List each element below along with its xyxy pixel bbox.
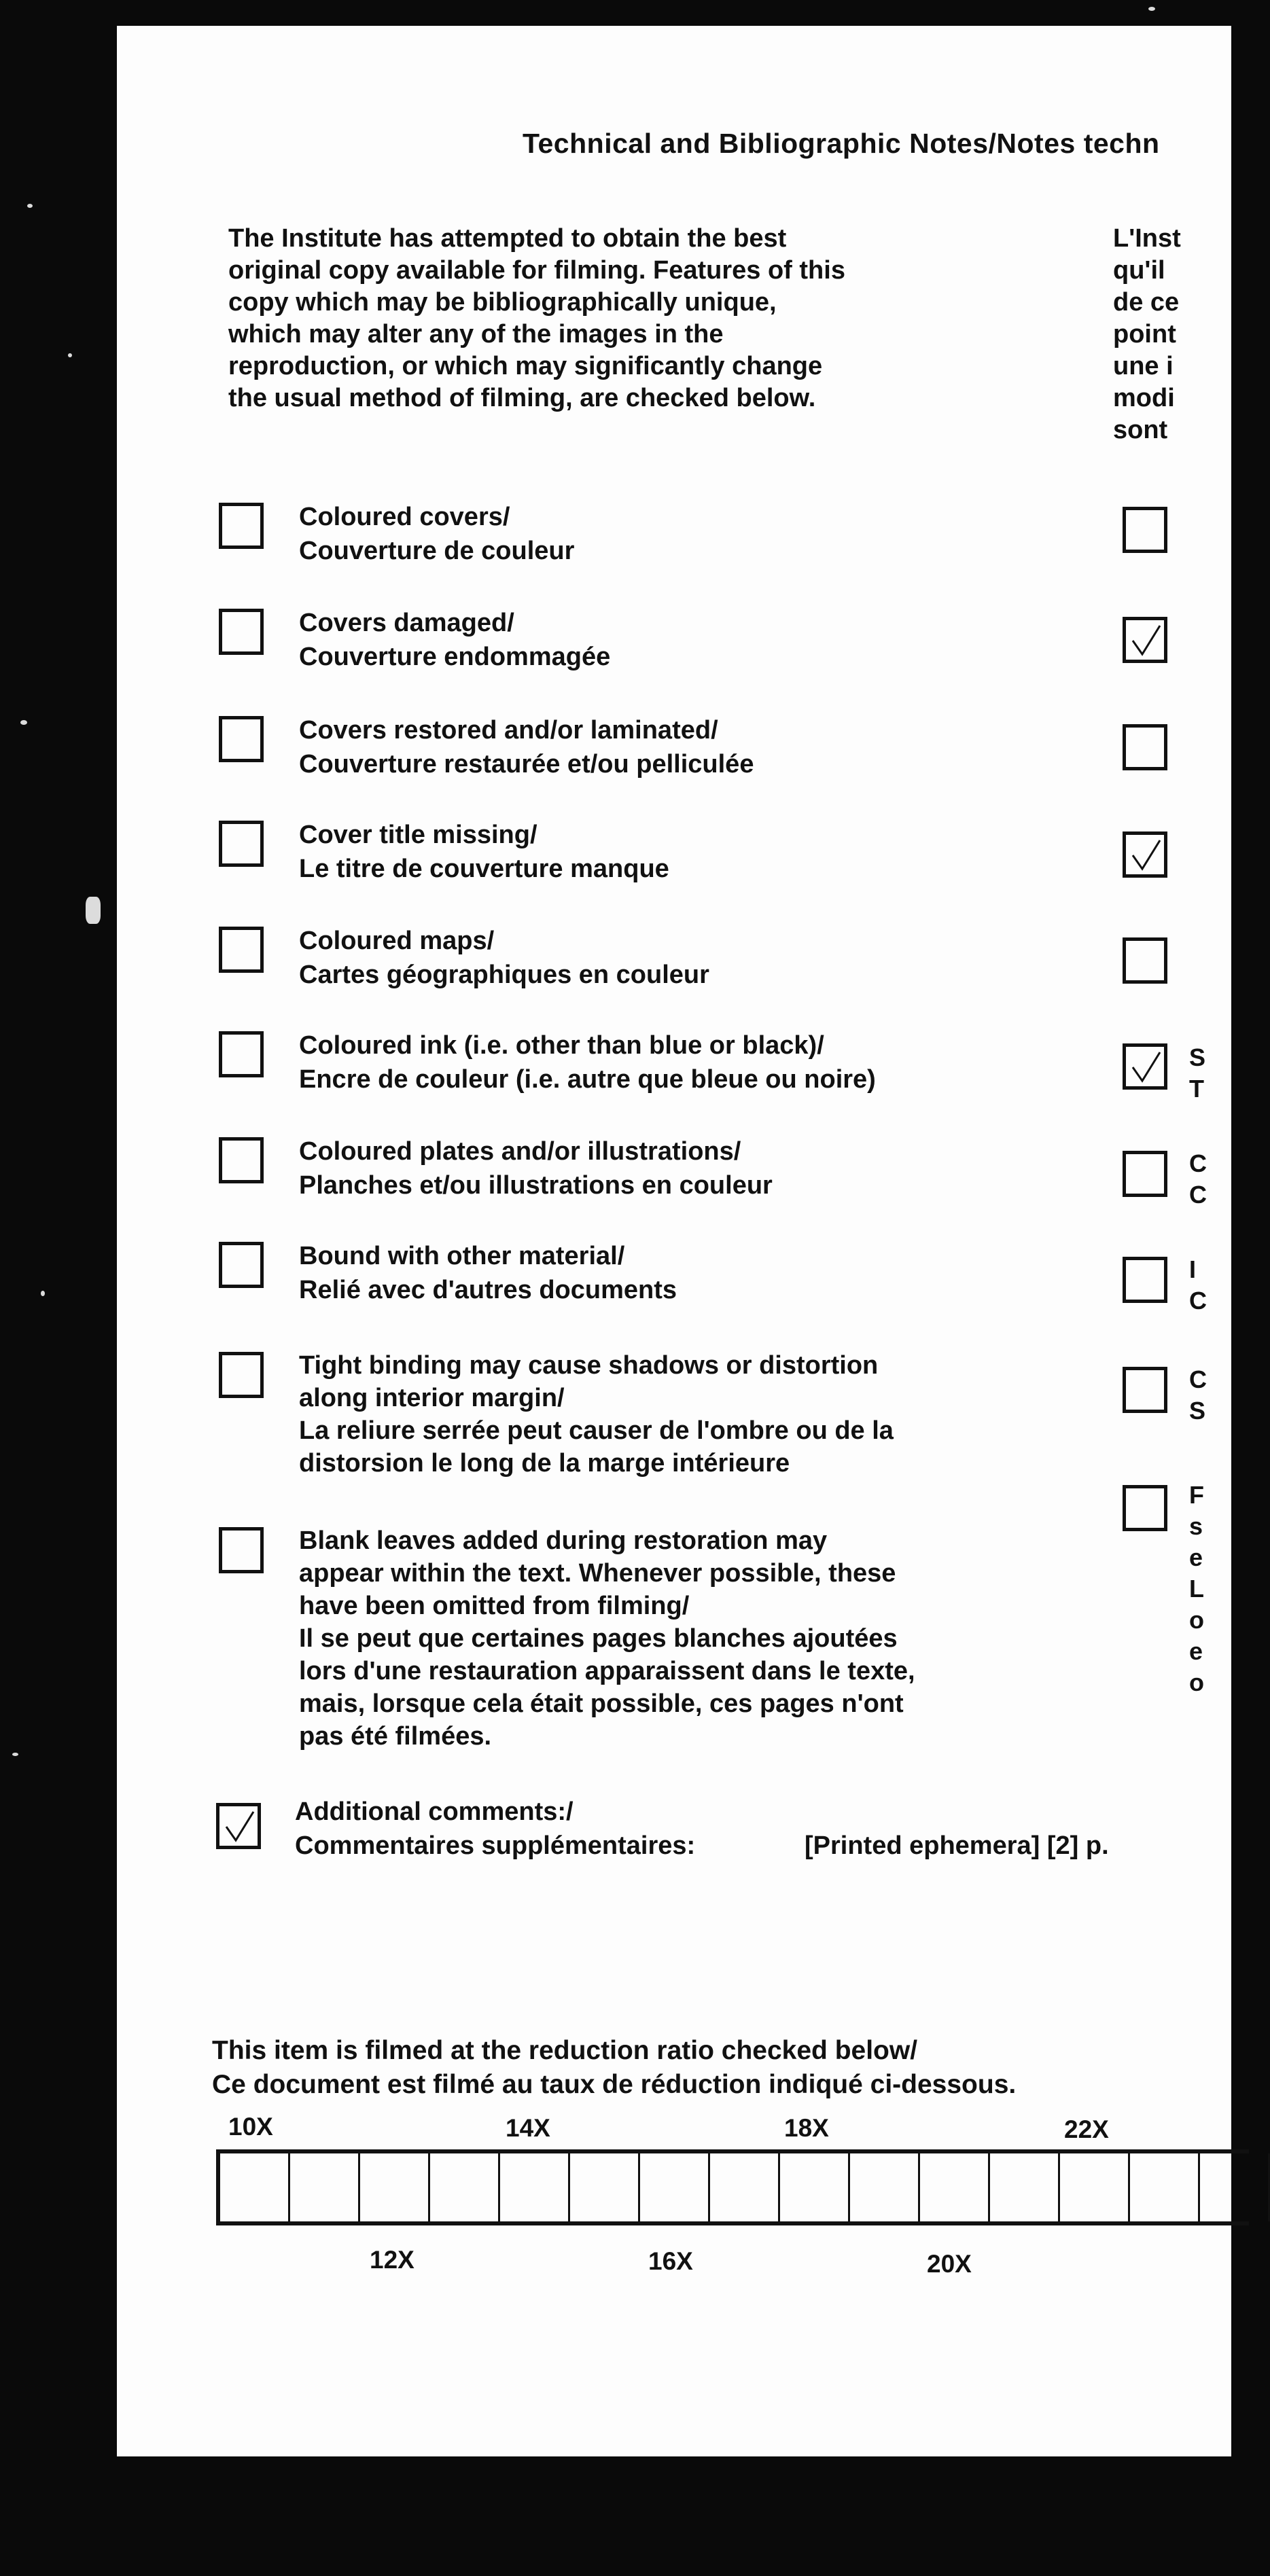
right-checkbox-checked[interactable] <box>1123 617 1167 663</box>
ratio-label-bottom: 16X <box>648 2247 693 2275</box>
ratio-cell[interactable] <box>640 2153 710 2221</box>
ratio-cell[interactable] <box>920 2153 990 2221</box>
checklist-item-label: Cover title missing/ Le titre de couverture manque <box>299 821 669 883</box>
right-checkbox[interactable] <box>1123 1151 1167 1197</box>
ratio-cell[interactable] <box>990 2153 1060 2221</box>
checklist-item-label: Coloured plates and/or illustrations/ Planches et/ou illustrations en couleur <box>299 1137 773 1200</box>
right-checkbox[interactable] <box>1123 724 1167 770</box>
checkmark-icon <box>222 1809 256 1844</box>
checkbox[interactable] <box>219 927 264 973</box>
ratio-cell[interactable] <box>780 2153 850 2221</box>
film-speck <box>27 204 33 208</box>
checklist-item-label: Covers restored and/or laminated/ Couverture restaurée et/ou pelliculée <box>299 716 754 779</box>
ratio-cell[interactable] <box>570 2153 640 2221</box>
checklist-item-label: Covers damaged/ Couverture endommagée <box>299 609 611 671</box>
checkbox[interactable] <box>219 1242 264 1288</box>
right-checkbox[interactable] <box>1123 937 1167 984</box>
checkmark-icon <box>1129 623 1163 658</box>
film-speck <box>68 353 72 357</box>
right-item-label: S T <box>1189 1043 1206 1103</box>
checkbox[interactable] <box>219 716 264 762</box>
right-checkbox[interactable] <box>1123 1257 1167 1303</box>
checkbox[interactable] <box>219 1527 264 1573</box>
ratio-cell[interactable] <box>500 2153 570 2221</box>
ratio-cell[interactable] <box>1200 2153 1270 2221</box>
ratio-label-top: 14X <box>506 2114 550 2142</box>
document-page <box>117 26 1231 2456</box>
ratio-cell[interactable] <box>710 2153 780 2221</box>
right-item-label: C C <box>1189 1149 1207 1209</box>
reduction-ratio-text: This item is filmed at the reduction ratio checked below/ Ce document est filmé au taux de réduction indiqué ci-dessous. <box>212 2036 1017 2099</box>
checklist-item-label: Tight binding may cause shadows or distortion along interior margin/ La reliure serrée peut causer de l'ombre ou de la distorsion le long de la marge intérieure <box>299 1351 894 1478</box>
checkmark-icon <box>1129 1050 1163 1085</box>
right-checkbox-checked[interactable] <box>1123 831 1167 878</box>
intro-french: L'Inst qu'il de ce point une i modi sont <box>1113 224 1181 444</box>
ratio-label-bottom: 12X <box>370 2246 414 2274</box>
film-speck <box>1148 7 1155 11</box>
page-header: Technical and Bibliographic Notes/Notes techn <box>523 128 1160 159</box>
ratio-cell[interactable] <box>1130 2153 1200 2221</box>
additional-comments-label: Additional comments:/ Commentaires supplémentaires: <box>295 1797 696 1860</box>
checkbox[interactable] <box>219 1352 264 1398</box>
right-checkbox-checked[interactable] <box>1123 1043 1167 1090</box>
checklist-item-label: Bound with other material/ Relié avec d'autres documents <box>299 1242 677 1304</box>
reduction-ratio-grid <box>216 2149 1249 2225</box>
ratio-label-top: 22X <box>1064 2115 1109 2143</box>
checkbox-checked[interactable] <box>216 1803 261 1849</box>
right-checkbox[interactable] <box>1123 1367 1167 1413</box>
checkbox[interactable] <box>219 1031 264 1077</box>
film-speck <box>86 897 101 924</box>
right-item-label: F s e L o e o <box>1189 1481 1204 1696</box>
checkmark-icon <box>1129 838 1163 873</box>
film-speck <box>12 1753 18 1756</box>
right-checkbox[interactable] <box>1123 507 1167 553</box>
checklist-item-label: Coloured ink (i.e. other than blue or black)/ Encre de couleur (i.e. autre que bleue ou noire) <box>299 1031 876 1094</box>
checklist-item-label: Coloured covers/ Couverture de couleur <box>299 503 575 565</box>
checklist-item-label: Coloured maps/ Cartes géographiques en couleur <box>299 927 709 989</box>
checkbox[interactable] <box>219 821 264 867</box>
ratio-label-top: 18X <box>784 2114 829 2142</box>
ratio-label-top: 10X <box>228 2113 273 2141</box>
ratio-cell[interactable] <box>220 2153 290 2221</box>
ratio-label-bottom: 20X <box>927 2250 972 2278</box>
film-speck <box>41 1291 45 1296</box>
ratio-cell[interactable] <box>290 2153 360 2221</box>
ratio-cell[interactable] <box>1060 2153 1130 2221</box>
ratio-cell[interactable] <box>850 2153 920 2221</box>
intro-english: The Institute has attempted to obtain the best original copy available for filming. Features of this copy which may be bibliographically unique, which may alter any of the images in the reproduction, or which may significantly change the usual method of filming, are checked below. <box>228 224 845 412</box>
ratio-cell[interactable] <box>360 2153 430 2221</box>
ratio-cell[interactable] <box>430 2153 500 2221</box>
checkbox[interactable] <box>219 609 264 655</box>
right-checkbox[interactable] <box>1123 1485 1167 1531</box>
checkbox[interactable] <box>219 1137 264 1183</box>
right-item-label: C S <box>1189 1365 1207 1425</box>
additional-comments-value: [Printed ephemera] [2] p. <box>805 1831 1109 1860</box>
checkbox[interactable] <box>219 503 264 549</box>
right-item-label: I C <box>1189 1255 1207 1314</box>
checklist-item-label: Blank leaves added during restoration may appear within the text. Whenever possible, these have been omitted from filming/ Il se peut que certaines pages blanches ajoutées lors d'une restauration apparaissent dans le texte, mais, lorsque cela était possible, ces pages n'ont pas été filmées. <box>299 1526 915 1751</box>
film-speck <box>20 720 27 725</box>
